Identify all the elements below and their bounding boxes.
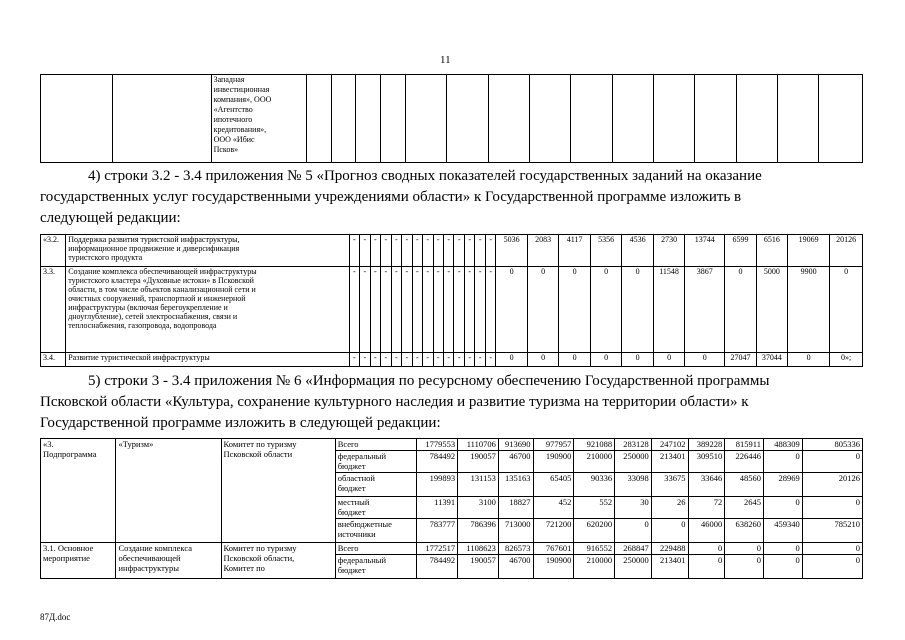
value-cell: 0 — [763, 497, 802, 519]
value-cell: 190900 — [533, 451, 574, 473]
value-cell: 5000 — [756, 267, 787, 353]
value-cell: 0 — [688, 555, 725, 579]
text-line: компания», ООО — [213, 95, 272, 104]
row-name — [66, 235, 349, 267]
funding-source — [335, 451, 417, 473]
value-cell: 0 — [725, 543, 764, 555]
value-cell: 190057 — [458, 555, 499, 579]
empty-value-cell: - — [433, 267, 443, 353]
text-line: Создание комплекса обеспечивающей инфраструктуры — [68, 267, 257, 276]
value-cell: 19069 — [788, 235, 830, 267]
empty-value-cell: - — [349, 353, 359, 367]
text-line: ООО «Ибис — [213, 135, 255, 144]
empty-value-cell: - — [391, 267, 401, 353]
text-line: бюджет — [337, 461, 366, 471]
value-cell: 552 — [574, 497, 615, 519]
value-cell: 9900 — [788, 267, 830, 353]
paragraph-line: Государственной программе изложить в следующей редакции: — [40, 415, 441, 431]
table-row — [41, 267, 863, 353]
text-line: туристского продукта — [68, 253, 143, 262]
value-cell: 33675 — [651, 473, 688, 497]
value-cell: 229488 — [651, 543, 688, 555]
value-cell: 48560 — [725, 473, 764, 497]
value-cell: 459340 — [763, 519, 802, 543]
text-line: ипотечного — [213, 115, 253, 124]
value-cell: 65405 — [533, 473, 574, 497]
empty-value-cell: - — [412, 267, 422, 353]
program-code — [41, 439, 116, 543]
value-cell: 0 — [496, 353, 527, 367]
empty-value-cell: - — [454, 353, 464, 367]
text-line: Псков» — [213, 145, 239, 154]
value-cell: 33646 — [688, 473, 725, 497]
value-cell: 0 — [802, 451, 862, 473]
table-row — [41, 353, 863, 367]
value-cell: 3867 — [685, 267, 725, 353]
text-line: очистных сооружений, транспортной и инженерной — [68, 294, 246, 303]
text-line: Западная — [213, 75, 245, 84]
value-cell: 620200 — [574, 519, 615, 543]
paragraph-line: государственных услуг государственными учреждениями области» к Государственной программе изложить в — [40, 189, 742, 205]
value-cell: 2730 — [653, 235, 684, 267]
value-cell: 826573 — [498, 543, 533, 555]
value-cell: 210000 — [574, 451, 615, 473]
empty-value-cell: - — [412, 235, 422, 267]
value-cell: 20126 — [830, 235, 863, 267]
value-cell: 783777 — [417, 519, 458, 543]
text-line: кредитования», — [213, 125, 267, 134]
value-cell: 1772517 — [417, 543, 458, 555]
value-cell: 913690 — [498, 439, 533, 451]
value-cell: 13744 — [685, 235, 725, 267]
empty-value-cell: - — [402, 353, 412, 367]
empty-value-cell: - — [454, 235, 464, 267]
value-cell: 0 — [830, 267, 863, 353]
value-cell: 721200 — [533, 519, 574, 543]
value-cell: 268847 — [615, 543, 652, 555]
value-cell: 713000 — [498, 519, 533, 543]
funding-source — [335, 497, 417, 519]
text-line: «Туризм» — [118, 439, 154, 449]
paragraph-line: Псковской области «Культура, сохранение культурного наследия и развитие туризма на территории области» к — [40, 394, 749, 410]
value-cell: 784492 — [417, 451, 458, 473]
empty-value-cell: - — [423, 353, 433, 367]
text-line: местный — [337, 497, 370, 507]
value-cell: 786396 — [458, 519, 499, 543]
text-line: Всего — [337, 439, 359, 449]
value-cell: 33098 — [615, 473, 652, 497]
value-cell: 135163 — [498, 473, 533, 497]
empty-value-cell: - — [475, 267, 485, 353]
text-line: информационное продвижение и диверсификация — [68, 244, 240, 253]
empty-value-cell: - — [443, 267, 453, 353]
value-cell: 213401 — [651, 555, 688, 579]
funding-source — [335, 439, 417, 451]
text-line: Всего — [337, 543, 359, 553]
value-cell: 5356 — [590, 235, 621, 267]
text-line: бюджет — [337, 565, 366, 575]
value-cell: 488309 — [763, 439, 802, 451]
value-cell: 0 — [559, 267, 590, 353]
value-cell: 452 — [533, 497, 574, 519]
paragraph-line: 5) строки 3 - 3.4 приложения № 6 «Информация по ресурсному обеспечению Государственной программы — [88, 373, 770, 389]
empty-value-cell: - — [485, 235, 495, 267]
funding-source — [335, 519, 417, 543]
text-line: «3. — [43, 439, 54, 449]
empty-value-cell: - — [391, 353, 401, 367]
value-cell: 4117 — [559, 235, 590, 267]
text-line: Комитет по туризму — [223, 543, 297, 553]
empty-value-cell: - — [464, 267, 474, 353]
value-cell: 18827 — [498, 497, 533, 519]
value-cell: 389228 — [688, 439, 725, 451]
value-cell: 11548 — [653, 267, 684, 353]
value-cell: 26 — [651, 497, 688, 519]
paragraph-line: следующей редакции: — [40, 210, 181, 226]
text-line: Развитие туристической инфраструктуры — [68, 353, 210, 362]
row-number: «3.2. — [41, 235, 66, 267]
table-cell — [41, 75, 113, 163]
empty-value-cell: - — [485, 267, 495, 353]
text-line: Подпрограмма — [43, 449, 97, 459]
value-cell: 1108623 — [458, 543, 499, 555]
text-line: Псковской области — [223, 449, 293, 459]
empty-value-cell: - — [391, 235, 401, 267]
funding-source — [335, 543, 417, 555]
value-cell: 46700 — [498, 555, 533, 579]
value-cell: 4536 — [622, 235, 653, 267]
text-line: источники — [337, 529, 376, 539]
empty-value-cell: - — [464, 235, 474, 267]
program-name — [116, 543, 221, 579]
table-row — [41, 235, 863, 267]
text-line: Комитет по — [223, 563, 265, 573]
empty-value-cell: - — [475, 235, 485, 267]
row-name — [66, 353, 349, 367]
value-cell: 2083 — [527, 235, 558, 267]
paragraph-line: 4) строки 3.2 - 3.4 приложения № 5 «Прогноз сводных показателей государственных заданий на оказание — [88, 168, 762, 184]
value-cell: 37044 — [756, 353, 787, 367]
text-line: «Агентство — [213, 105, 253, 114]
value-cell: 0 — [802, 543, 862, 555]
value-cell: 5036 — [496, 235, 527, 267]
text-line: обеспечивающей — [118, 553, 181, 563]
empty-value-cell: - — [485, 353, 495, 367]
row-name — [66, 267, 349, 353]
value-cell: 30 — [615, 497, 652, 519]
value-cell: 46700 — [498, 451, 533, 473]
empty-value-cell: - — [475, 353, 485, 367]
value-cell: 785210 — [802, 519, 862, 543]
empty-value-cell: - — [360, 353, 370, 367]
continuation-table — [40, 74, 863, 163]
empty-value-cell: - — [370, 353, 380, 367]
value-cell: 210000 — [574, 555, 615, 579]
value-cell: 0 — [763, 451, 802, 473]
value-cell: 815911 — [725, 439, 764, 451]
value-cell: 0 — [615, 519, 652, 543]
value-cell: 0 — [802, 555, 862, 579]
empty-value-cell: - — [443, 353, 453, 367]
value-cell: 0 — [788, 353, 830, 367]
empty-value-cell: - — [423, 267, 433, 353]
value-cell: 0 — [653, 353, 684, 367]
funding-source — [335, 555, 417, 579]
value-cell: 638260 — [725, 519, 764, 543]
value-cell: 0 — [496, 267, 527, 353]
text-line: инвестиционная — [213, 85, 270, 94]
value-cell: 213401 — [651, 451, 688, 473]
program-name — [116, 439, 221, 543]
empty-value-cell: - — [402, 267, 412, 353]
value-cell: 199893 — [417, 473, 458, 497]
empty-value-cell: - — [360, 235, 370, 267]
value-cell: 0 — [763, 543, 802, 555]
empty-value-cell: - — [381, 267, 391, 353]
empty-value-cell: - — [412, 353, 422, 367]
text-line: областной — [337, 473, 375, 483]
value-cell: 1779553 — [417, 439, 458, 451]
value-cell: 46000 — [688, 519, 725, 543]
organization-cell — [211, 75, 306, 163]
empty-value-cell: - — [349, 267, 359, 353]
value-cell: 767601 — [533, 543, 574, 555]
appendix5-table — [40, 234, 863, 367]
value-cell: 784492 — [417, 555, 458, 579]
value-cell: 0 — [725, 267, 756, 353]
text-line: федеральный — [337, 555, 387, 565]
empty-value-cell: - — [381, 235, 391, 267]
value-cell: 0 — [688, 543, 725, 555]
executor — [221, 439, 335, 543]
value-cell: 6516 — [756, 235, 787, 267]
empty-value-cell: - — [381, 353, 391, 367]
empty-value-cell: - — [423, 235, 433, 267]
value-cell: 226446 — [725, 451, 764, 473]
text-line: бюджет — [337, 507, 366, 517]
text-line: внебюджетные — [337, 519, 392, 529]
value-cell: 72 — [688, 497, 725, 519]
program-code — [41, 543, 116, 579]
value-cell: 11391 — [417, 497, 458, 519]
text-line: Псковской области, — [223, 553, 295, 563]
text-line: инфраструктуры (включая берегоукрепление и — [68, 303, 228, 312]
page-number: 11 — [440, 54, 451, 66]
value-cell: 27047 — [725, 353, 756, 367]
text-line: туристского кластера «Духовные истоки» в Псковской — [68, 276, 254, 285]
value-cell: 250000 — [615, 451, 652, 473]
value-cell: 977957 — [533, 439, 574, 451]
value-cell: 6599 — [725, 235, 756, 267]
value-cell: 916552 — [574, 543, 615, 555]
value-cell: 0»; — [830, 353, 863, 367]
empty-value-cell: - — [370, 235, 380, 267]
value-cell: 20126 — [802, 473, 862, 497]
appendix6-table — [40, 438, 863, 579]
empty-value-cell: - — [454, 267, 464, 353]
value-cell: 190057 — [458, 451, 499, 473]
empty-value-cell: - — [370, 267, 380, 353]
paragraph-5 — [40, 371, 860, 434]
text-line: Поддержка развития туристской инфраструктуры, — [68, 235, 240, 244]
value-cell: 0 — [527, 353, 558, 367]
value-cell: 250000 — [615, 555, 652, 579]
text-line: бюджет — [337, 483, 366, 493]
empty-value-cell: - — [443, 235, 453, 267]
value-cell: 0 — [559, 353, 590, 367]
value-cell: 921088 — [574, 439, 615, 451]
value-cell: 0 — [651, 519, 688, 543]
value-cell: 0 — [802, 497, 862, 519]
text-line: инфраструктуры — [118, 563, 179, 573]
value-cell: 28969 — [763, 473, 802, 497]
table-row — [41, 543, 863, 555]
value-cell: 131153 — [458, 473, 499, 497]
value-cell: 1110706 — [458, 439, 499, 451]
row-number: 3.4. — [41, 353, 66, 367]
value-cell: 2645 — [725, 497, 764, 519]
value-cell: 0 — [763, 555, 802, 579]
table-cell — [113, 75, 211, 163]
paragraph-4 — [40, 166, 860, 229]
table-row — [41, 439, 863, 451]
empty-value-cell: - — [433, 353, 443, 367]
empty-value-cell: - — [464, 353, 474, 367]
empty-value-cell: - — [349, 235, 359, 267]
value-cell: 0 — [622, 353, 653, 367]
row-number: 3.3. — [41, 267, 66, 353]
empty-value-cell: - — [402, 235, 412, 267]
value-cell: 309510 — [688, 451, 725, 473]
value-cell: 247102 — [651, 439, 688, 451]
text-line: Комитет по туризму — [223, 439, 297, 449]
empty-value-cell: - — [360, 267, 370, 353]
value-cell: 283128 — [615, 439, 652, 451]
text-line: 3.1. Основное — [43, 543, 94, 553]
text-line: Создание комплекса — [118, 543, 192, 553]
text-line: дноуглубление), сетей электроснабжения, связи и — [68, 312, 238, 321]
funding-source — [335, 473, 417, 497]
executor — [221, 543, 335, 579]
value-cell: 0 — [622, 267, 653, 353]
value-cell: 0 — [725, 555, 764, 579]
value-cell: 0 — [685, 353, 725, 367]
value-cell: 90336 — [574, 473, 615, 497]
file-name: 87Д.doc — [40, 612, 71, 622]
text-line: теплоснабжения, газопровода, водопровода — [68, 321, 217, 330]
value-cell: 3100 — [458, 497, 499, 519]
value-cell: 805336 — [802, 439, 862, 451]
text-line: области, в том числе объектов канализационной сети и — [68, 285, 256, 294]
value-cell: 0 — [590, 353, 621, 367]
empty-value-cell: - — [433, 235, 443, 267]
text-line: мероприятие — [43, 553, 90, 563]
value-cell: 190900 — [533, 555, 574, 579]
value-cell: 0 — [590, 267, 621, 353]
value-cell: 0 — [527, 267, 558, 353]
text-line: федеральный — [337, 451, 387, 461]
